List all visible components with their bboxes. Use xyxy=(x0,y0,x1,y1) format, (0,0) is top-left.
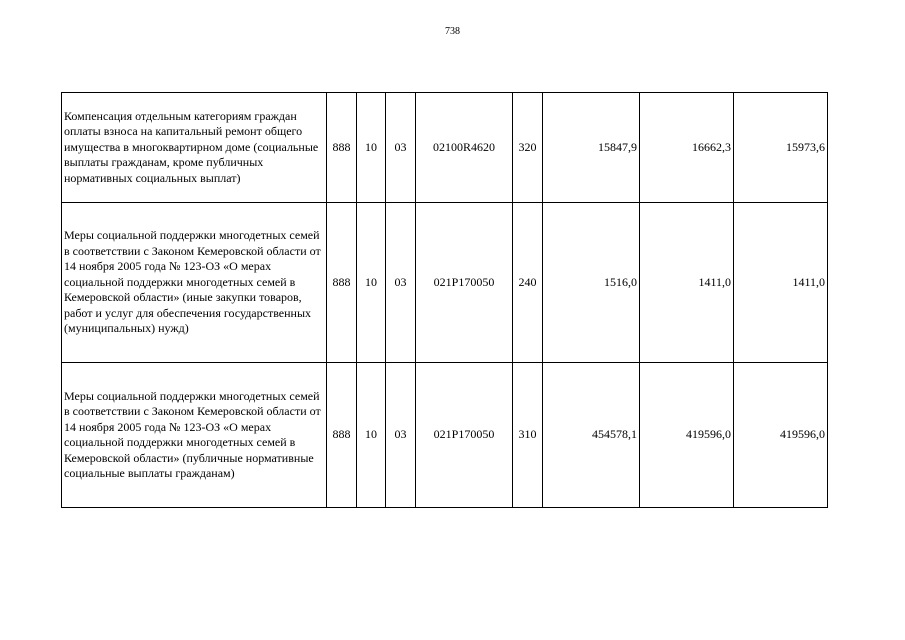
amount-3: 419596,0 xyxy=(734,363,828,508)
amount-1: 454578,1 xyxy=(543,363,640,508)
ministry-code: 888 xyxy=(327,93,357,203)
section-code: 10 xyxy=(357,363,386,508)
expense-type-code: 240 xyxy=(513,203,543,363)
expense-type-code: 320 xyxy=(513,93,543,203)
amount-1: 15847,9 xyxy=(543,93,640,203)
target-item-code: 021P170050 xyxy=(416,363,513,508)
amount-1: 1516,0 xyxy=(543,203,640,363)
amount-3: 15973,6 xyxy=(734,93,828,203)
amount-2: 16662,3 xyxy=(640,93,734,203)
subsection-code: 03 xyxy=(386,363,416,508)
amount-2: 1411,0 xyxy=(640,203,734,363)
ministry-code: 888 xyxy=(327,363,357,508)
budget-table xyxy=(61,92,828,508)
ministry-code: 888 xyxy=(327,203,357,363)
expense-type-code: 310 xyxy=(513,363,543,508)
row-description: Компенсация отдельным категориям граждан оплаты взноса на капитальный ремонт общего имущества в многоквартирном доме (социальные выплаты гражданам, кроме публичных нормативных социальных выплат) xyxy=(62,93,327,203)
subsection-code: 03 xyxy=(386,93,416,203)
target-item-code: 02100R4620 xyxy=(416,93,513,203)
amount-2: 419596,0 xyxy=(640,363,734,508)
table-row xyxy=(62,203,828,363)
section-code: 10 xyxy=(357,93,386,203)
table-row xyxy=(62,93,828,203)
section-code: 10 xyxy=(357,203,386,363)
target-item-code: 021P170050 xyxy=(416,203,513,363)
row-description: Меры социальной поддержки многодетных семей в соответствии с Законом Кемеровской области от 14 ноября 2005 года № 123-ОЗ «О мерах социальной поддержки многодетных семей в Кемеровской области» (иные закупки товаров, работ и услуг для обеспечения государственных (муниципальных) нужд) xyxy=(62,203,327,363)
row-description: Меры социальной поддержки многодетных семей в соответствии с Законом Кемеровской области от 14 ноября 2005 года № 123-ОЗ «О мерах социальной поддержки многодетных семей в Кемеровской области» (публичные нормативные социальные выплаты гражданам) xyxy=(62,363,327,508)
table-row xyxy=(62,363,828,508)
page-number: 738 xyxy=(445,26,460,37)
amount-3: 1411,0 xyxy=(734,203,828,363)
subsection-code: 03 xyxy=(386,203,416,363)
